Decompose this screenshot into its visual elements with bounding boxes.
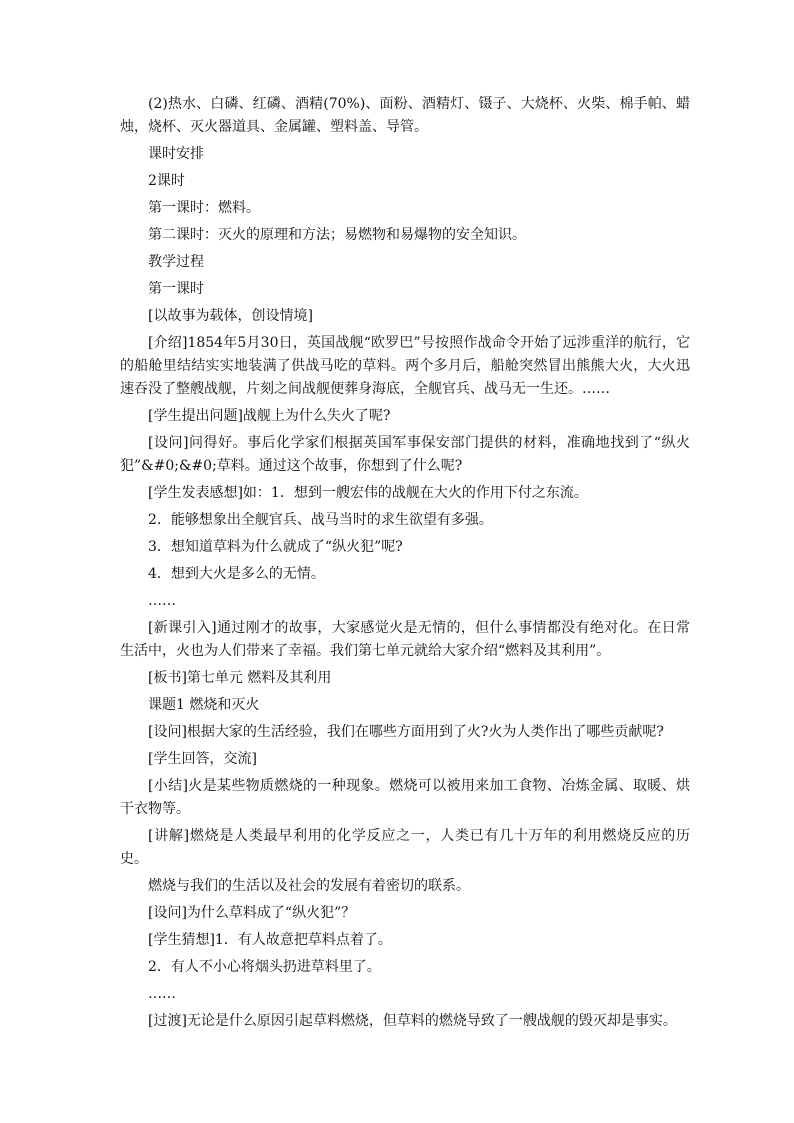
ellipsis-1: …… [148, 593, 176, 609]
student-question: [学生提出问题]战舰上为什么失火了呢? [148, 408, 391, 424]
student-guess-1: [学生猜想]1．有人故意把草料点着了。 [148, 932, 392, 948]
story-context-heading: [以故事为载体，创设情境] [148, 308, 313, 324]
new-lesson-intro-paragraph: [新课引入]通过刚才的故事，大家感觉火是无情的，但什么事情都没有绝对化。在日常生活中，火也为人们带来了幸福。我们第七单元就给大家介绍“燃料及其利用”。 [120, 620, 690, 659]
explanation-continued: 燃烧与我们的生活以及社会的发展有着密切的联系。 [148, 878, 470, 894]
summary-paragraph: [小结]火是某些物质燃烧的一种现象。燃烧可以被用来加工食物、冶炼金属、取暖、烘干衣物等。 [120, 778, 690, 817]
introduction-paragraph: [介绍]1854年5月30日，英国战舰“欧罗巴”号按照作战命令开始了远涉重洋的航行，它的船舱里结结实实地装满了供战马吃的草料。两个多月后，船舱突然冒出熊熊大火，大火迅速吞没了整艘战舰，片刻之间战舰便葬身海底，全舰官兵、战马无一生还。…… [120, 335, 690, 397]
lesson-count: 2课时 [148, 173, 185, 189]
student-thought-2: 2．能够想象出全舰官兵、战马当时的求生欲望有多强。 [148, 512, 493, 528]
student-answer-heading: [学生回答，交流] [148, 751, 257, 767]
first-lesson-heading: 第一课时 [148, 281, 204, 297]
student-guess-2: 2．有人不小心将烟头扔进草料里了。 [148, 959, 381, 975]
lesson-schedule-heading: 课时安排 [148, 146, 204, 162]
explanation-paragraph: [讲解]燃烧是人类最早利用的化学反应之一，人类已有几十万年的利用燃烧反应的历史。 [120, 828, 690, 867]
teacher-question-paragraph: [设问]问得好。事后化学家们根据英国军事保安部门提供的材料，准确地找到了“纵火犯”&#0;&#0;草料。通过这个故事，你想到了什么呢? [120, 435, 690, 474]
student-thought-4: 4．想到大火是多么的无情。 [148, 566, 325, 582]
topic-title: 课题1 燃烧和灭火 [148, 697, 260, 713]
board-unit-title: [板书]第七单元 燃料及其利用 [148, 670, 332, 686]
student-thought-1: [学生发表感想]如：1．想到一艘宏伟的战舰在大火的作用下付之东流。 [148, 485, 588, 501]
teaching-process-heading: 教学过程 [148, 254, 204, 270]
document-body [120, 93, 690, 1037]
transition-paragraph: [过渡]无论是什么原因引起草料燃烧，但草料的燃烧导致了一艘战舰的毁灭却是事实。 [148, 1013, 677, 1029]
first-lesson-topic: 第一课时：燃料。 [148, 200, 260, 216]
ellipsis-2: …… [148, 986, 176, 1002]
materials-list-paragraph: (2)热水、白磷、红磷、酒精(70%)、面粉、酒精灯、镊子、大烧杯、火柴、棉手帕、蜡烛，烧杯、灭火器道具、金属罐、塑料盖、导管。 [120, 96, 690, 135]
second-lesson-topic: 第二课时：灭火的原理和方法；易燃物和易爆物的安全知识。 [148, 227, 526, 243]
student-thought-3: 3．想知道草料为什么就成了“纵火犯”呢? [148, 539, 403, 555]
question-fire-uses: [设问]根据大家的生活经验，我们在哪些方面用到了火?火为人类作出了哪些贡献呢? [148, 724, 664, 740]
question-why-arson: [设问]为什么草料成了“纵火犯”？ [148, 905, 356, 921]
